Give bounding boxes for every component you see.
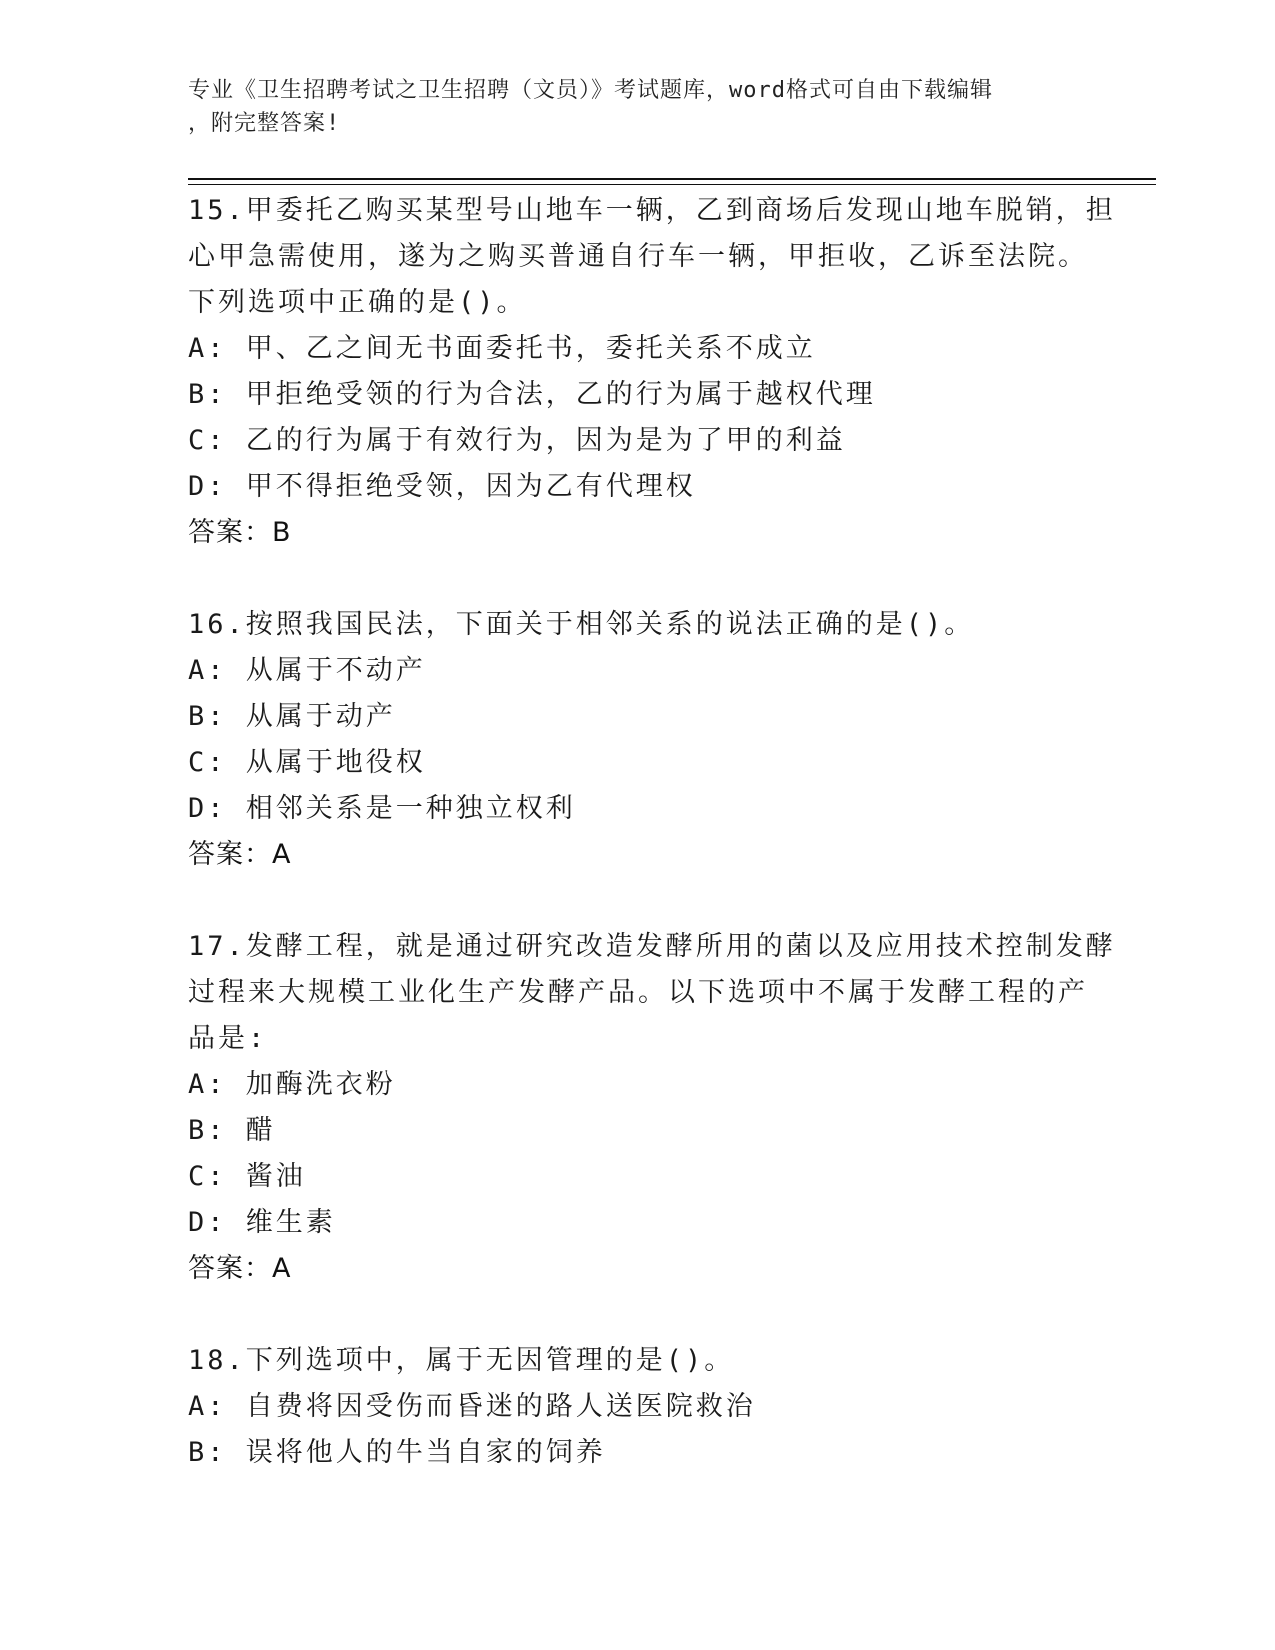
answer-label: 答案：B <box>188 517 292 548</box>
option-b: B: 误将他人的牛当自家的饲养 <box>188 1437 606 1468</box>
document-header <box>188 74 1088 140</box>
header-divider-thick <box>188 178 1156 180</box>
stem-line: 18.下列选项中，属于无因管理的是()。 <box>188 1345 735 1376</box>
header-line-2: ，附完整答案! <box>188 111 341 136</box>
answer-label: 答案：A <box>188 1253 292 1284</box>
stem-line: 下列选项中正确的是()。 <box>188 287 527 318</box>
stem-line: 心甲急需使用，遂为之购买普通自行车一辆，甲拒收，乙诉至法院。 <box>188 241 1088 272</box>
question-stem <box>188 602 1088 648</box>
answer-label: 答案：A <box>188 839 292 870</box>
option-b: B: 从属于动产 <box>188 701 396 732</box>
question-stem <box>188 188 1116 326</box>
question-stem <box>188 1338 1088 1384</box>
question-list <box>188 188 1116 1476</box>
option-a: A: 加酶洗衣粉 <box>188 1069 396 1100</box>
stem-line: 16.按照我国民法，下面关于相邻关系的说法正确的是()。 <box>188 609 975 640</box>
option-d: D: 相邻关系是一种独立权利 <box>188 793 576 824</box>
option-a: A: 自费将因受伤而昏迷的路人送医院救治 <box>188 1391 756 1422</box>
spacer <box>188 556 1088 602</box>
spacer <box>188 1292 1088 1338</box>
option-b: B: 甲拒绝受领的行为合法，乙的行为属于越权代理 <box>188 379 876 410</box>
question-18 <box>188 1338 1088 1476</box>
option-c: C: 从属于地役权 <box>188 747 426 778</box>
question-15 <box>188 188 1116 556</box>
option-d: D: 维生素 <box>188 1207 336 1238</box>
stem-line: 品是: <box>188 1023 268 1054</box>
header-divider-thin <box>188 184 1156 185</box>
option-d: D: 甲不得拒绝受领，因为乙有代理权 <box>188 471 696 502</box>
question-16 <box>188 602 1088 878</box>
stem-line: 17.发酵工程，就是通过研究改造发酵所用的菌以及应用技术控制发酵 <box>188 931 1116 962</box>
option-b: B: 醋 <box>188 1115 276 1146</box>
question-stem <box>188 924 1116 1062</box>
stem-line: 过程来大规模工业化生产发酵产品。以下选项中不属于发酵工程的产 <box>188 977 1088 1008</box>
option-c: C: 酱油 <box>188 1161 306 1192</box>
spacer <box>188 878 1088 924</box>
option-a: A: 甲、乙之间无书面委托书，委托关系不成立 <box>188 333 816 364</box>
option-a: A: 从属于不动产 <box>188 655 426 686</box>
option-c: C: 乙的行为属于有效行为，因为是为了甲的利益 <box>188 425 846 456</box>
header-line-1: 专业《卫生招聘考试之卫生招聘（文员）》考试题库，word格式可自由下载编辑 <box>188 78 993 103</box>
question-17 <box>188 924 1116 1292</box>
stem-line: 15.甲委托乙购买某型号山地车一辆，乙到商场后发现山地车脱销，担 <box>188 195 1116 226</box>
